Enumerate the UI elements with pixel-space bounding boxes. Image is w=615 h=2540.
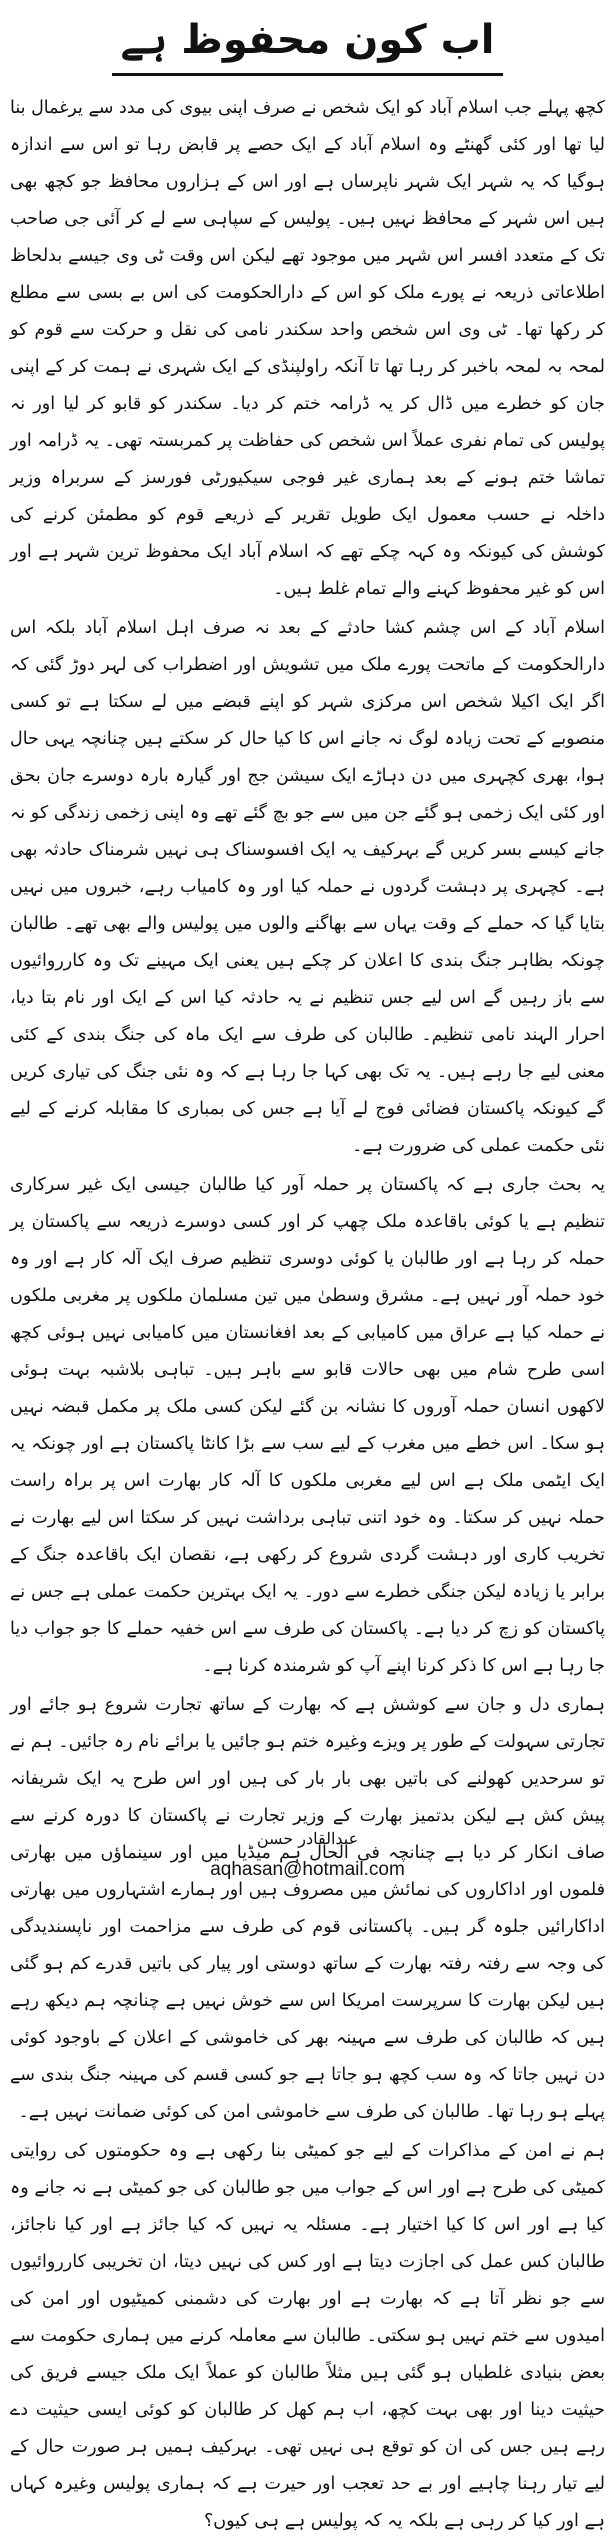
title-area: [0, 0, 615, 86]
paragraph-3: یہ بحث جاری ہے کہ پاکستان پر حملہ آور کیا طالبان جیسی ایک غیر سرکاری تنظیم ہے یا کوئی باقاعدہ ملک چھپ کر اور کسی دوسرے ذریعہ سے پاکستان پر حملہ کر رہا ہے اور طالبان یا کوئی دوسری تنظیم صرف ایک آلہ کار ہے اور وہ خود حملہ آور نہیں ہے۔ مشرق وسطیٰ میں تین مسلمان ملکوں پر مغربی ملکوں نے حملہ کیا ہے عراق میں کامیابی کے بعد افغانستان میں کامیابی نہیں ہوئی کچھ اسی طرح شام میں بھی حالات قابو سے باہر ہیں۔ تباہی بلاشبہ بہت ہوئی لاکھوں انسان حملہ آوروں کا نشانہ بن گئے لیکن کسی ملک پر مکمل قبضہ نہیں ہو سکا۔ اس خطے میں مغرب کے لیے سب سے بڑا کانٹا پاکستان ہے اور چونکہ یہ ایک ایٹمی ملک ہے اس لیے مغربی ملکوں کا آلہ کار بھارت اس پر براہ راست حملہ نہیں کر سکتا۔ وہ خود اتنی تباہی برداشت نہیں کر سکتا اس لیے بھارت نے تخریب کاری اور دہشت گردی شروع کر رکھی ہے، نقصان ایک باقاعدہ جنگ کے برابر یا زیادہ لیکن جنگی خطرے سے دور۔ یہ ایک بہترین حکمت عملی ہے جس نے پاکستان کو زچ کر دیا ہے۔ پاکستان کی طرف سے اس خفیہ حملے کا جو جواب دیا جا رہا ہے اس کا ذکر کرنا اپنے آپ کو شرمندہ کرنا ہے۔: [10, 1175, 605, 1676]
paragraph-2: اسلام آباد کے اس چشم کشا حادثے کے بعد نہ صرف اہل اسلام آباد بلکہ اس دارالحکومت کے ماتحت پورے ملک میں تشویش اور اضطراب کی لہر دوڑ گئی کہ اگر ایک اکیلا شخص اس مرکزی شہر کو اپنے قبضے میں لے سکتا ہے تو کسی منصوبے کے تحت زیادہ لوگ نہ جانے اس کا کیا حال کر سکتے ہیں چنانچہ یہی حال ہوا، بھری کچہری میں دن دہاڑے ایک سیشن جج اور گیارہ بارہ دوسرے جان بحق اور کئی ایک زخمی ہو گئے جن میں سے جو بچ گئے تھے وہ اپنی زخمی زندگی کو نہ جانے کیسے بسر کریں گے بہرکیف یہ ایک افسوسناک ہی نہیں شرمناک حادثہ بھی ہے۔ کچہری پر دہشت گردوں نے حملہ کیا اور وہ کامیاب رہے، خبروں میں نہیں بتایا گیا کہ حملے کے وقت یہاں سے بھاگنے والوں میں پولیس والے بھی تھے۔ طالبان چونکہ بظاہر جنگ بندی کا اعلان کر چکے ہیں یعنی ایک مہینے تک وہ کارروائیوں سے باز رہیں گے اس لیے جس تنظیم نے یہ حادثہ کیا اس کے ایک اور نام بتا دیا، احرار الہند نامی تنظیم۔ طالبان کی طرف سے ایک ماہ کی جنگ بندی کے کئی معنی لیے جا رہے ہیں۔ یہ تک بھی کہا جا رہا ہے کہ وہ نئی جنگ کی تیاری کریں گے کیونکہ پاکستان فضائی فوج لے آیا ہے جس کی بمباری کا مقابلہ کرنے کے لیے نئی حکمت عملی کی ضرورت ہے۔: [10, 618, 605, 1156]
page-title: اب کون محفوظ ہے: [112, 11, 502, 76]
paragraph-4: ہماری دل و جان سے کوشش ہے کہ بھارت کے ساتھ تجارت شروع ہو جائے اور تجارتی سہولت کے طور پر ویزے وغیرہ ختم ہو جائیں یا برائے نام رہ جائیں۔ ہم نے تو سرحدیں کھولنے کی باتیں بھی بار بار کی ہیں اور اس طرح یہ ایک شریفانہ پیش کش ہے لیکن بدتمیز بھارت کے وزیر تجارت نے پاکستان کا دورہ کرنے سے صاف انکار کر دیا ہے چنانچہ فی الحال ہم میڈیا میں اور سینماؤں میں بھارتی فلموں اور اداکاروں کی نمائش میں مصروف ہیں اور ہمارے اشتہاروں میں بھارتی اداکارائیں جلوہ گر ہیں۔ پاکستانی قوم کی طرف سے مزاحمت اور ناپسندیدگی کی وجہ سے رفتہ رفتہ بھارت کے ساتھ دوستی اور پیار کی باتیں قدرے کم ہو گئی ہیں لیکن بھارت کا سرپرست امریکا اس سے خوش نہیں ہے چنانچہ ہم دیکھ رہے ہیں کہ طالبان کی طرف سے مہینہ بھر کی خاموشی کے اعلان کے باوجود کوئی دن نہیں جاتا کہ وہ سب کچھ ہو جاتا ہے جو کسی قسم کی مہینہ جنگ بندی سے پہلے ہو رہا تھا۔ طالبان کی طرف سے خاموشی امن کی کوئی ضمانت نہیں ہے۔: [10, 1695, 605, 2122]
paragraph-5: ہم نے امن کے مذاکرات کے لیے جو کمیٹی بنا رکھی ہے وہ حکومتوں کی روایتی کمیٹی کی طرح ہے اور اس کے جواب میں جو طالبان کی جو کمیٹی ہے نہ جانے وہ کیا ہے اور اس کا کیا اختیار ہے۔ مسئلہ یہ نہیں کہ کیا جائز ہے اور کیا ناجائز، طالبان کس عمل کی اجازت دیتا ہے اور کس کی نہیں دیتا، ان تخریبی کارروائیوں سے جو نظر آتا ہے کہ بھارت ہے اور بھارت کی دشمنی کمیٹیوں اور امن کی امیدوں سے ختم نہیں ہو سکتی۔ طالبان سے معاملہ کرنے میں ہماری حکومت سے بعض بنیادی غلطیاں ہو گئی ہیں مثلاً طالبان کو عملاً ایک ملک جیسے فریق کی حیثیت دینا اور بھی بہت کچھ، اب ہم کھل کر طالبان کو کوئی ایسی حیثیت دے رہے ہیں جس کی ان کو توقع ہی نہیں تھی۔ بہرکیف ہمیں ہر صورت حال کے لیے تیار رہنا چاہیے اور بے حد تعجب اور حیرت ہے کہ ہماری پولیس وغیرہ کہاں ہے اور کیا کر رہی ہے بلکہ یہ کہ پولیس ہے ہی کیوں؟: [10, 2141, 605, 2531]
paragraph-1: کچھ پہلے جب اسلام آباد کو ایک شخص نے صرف اپنی بیوی کی مدد سے یرغمال بنا لیا تھا اور کئی گھنٹے وہ اسلام آباد کے ایک حصے پر قابض رہا تو اس سے اندازہ ہوگیا کہ یہ شہر ایک شہر ناپرساں ہے اور اس کے ہزاروں محافظ جو کچھ بھی ہیں اس شہر کے محافظ نہیں ہیں۔ پولیس کے سپاہی سے لے کر آئی جی صاحب تک کے متعدد افسر اس شہر میں موجود تھے لیکن اس وقت ٹی وی جیسے بدلحاظ اطلاعاتی ذریعہ نے پورے ملک کو اس کے دارالحکومت کی اس بے بسی سے مطلع کر رکھا تھا۔ ٹی وی اس شخص واحد سکندر نامی کی نقل و حرکت سے قوم کو لمحہ بہ لمحہ باخبر کر رہا تھا تا آنکہ راولپنڈی کے ایک شہری نے ہمت کر کے اپنی جان کو خطرے میں ڈال کر یہ ڈرامہ ختم کر دیا۔ سکندر کو قابو کر لیا اور نہ پولیس کی تمام نفری عملاً اس شخص کی حفاظت پر کمربستہ تھی۔ یہ ڈرامہ اور تماشا ختم ہونے کے بعد ہماری غیر فوجی سیکیورٹی فورسز کے سربراہ وزیر داخلہ نے حسب معمول ایک طویل تقریر کے ذریعے قوم کو مطمئن کرنے کی کوشش کی کیونکہ وہ کہہ چکے تھے کہ اسلام آباد ایک محفوظ ترین شہر ہے اور اس کو غیر محفوظ کہنے والے تمام غلط ہیں۔: [10, 98, 605, 599]
author-signature: عبدالقادر حسن: [256, 1829, 359, 1848]
author-email[interactable]: aqhasan@hotmail.com: [210, 1859, 405, 1880]
